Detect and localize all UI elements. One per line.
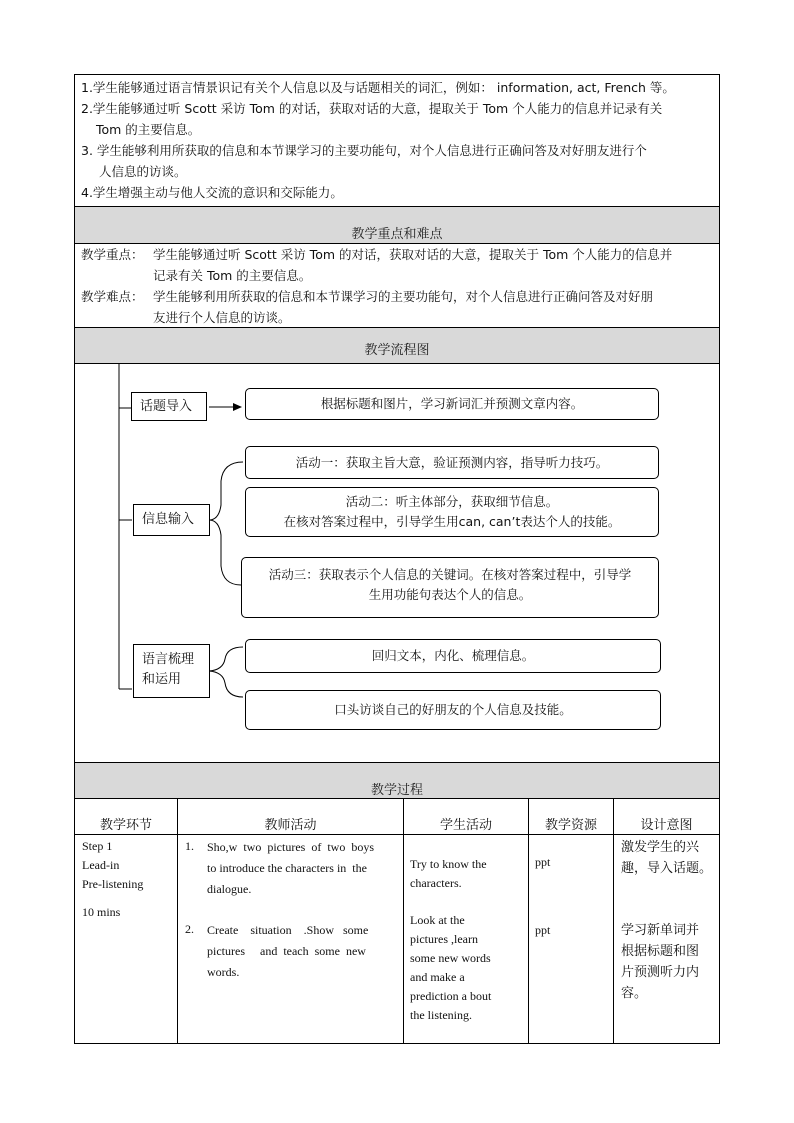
teacher-activity-1-num: 1. bbox=[185, 839, 194, 853]
teacher-activity-2-num: 2. bbox=[185, 922, 194, 936]
stage-3-line1: 语言梳理 bbox=[142, 652, 195, 667]
intent-2: 学习新单词并 根据标题和图 片预测听力内 容。 bbox=[621, 923, 700, 1001]
activity-2-line2: 在核对答案过程中，引导学生用can, can’t表达个人的技能。 bbox=[283, 514, 621, 529]
col-header-stage: 教学环节 bbox=[99, 818, 152, 833]
activity-3-line2: 生用功能句表达个人的信息。 bbox=[368, 587, 532, 602]
teacher-activity-1: Sho,w two pictures of two boys to introduce the characters in the dialogue. bbox=[207, 840, 374, 896]
activity-2-line1: 活动二：听主体部分，获取细节信息。 bbox=[345, 494, 559, 509]
objective-2: 2.学生能够通过听 Scott 采访 Tom 的对话，获取对话的大意，提取关于 Tom 个人能力的信息并记录有关 bbox=[81, 101, 663, 116]
focus-text-cont: 记录有关 Tom 的主要信息。 bbox=[153, 268, 312, 283]
process-title: 教学过程 bbox=[370, 783, 423, 798]
teacher-activity-2: Create situation .Show some pictures and teach some new words. bbox=[207, 923, 369, 979]
objective-1: 1.学生能够通过语言情景识记有关个人信息以及与话题相关的词汇，例如： information, act, French 等。 bbox=[81, 80, 675, 95]
intent-1: 激发学生的兴 趣，导入话题。 bbox=[621, 840, 713, 876]
col-header-teacher: 教师活动 bbox=[264, 818, 317, 833]
activity-2 bbox=[245, 487, 659, 537]
col-header-intent: 设计意图 bbox=[640, 818, 693, 833]
stage-topic-intro: 话题导入 bbox=[131, 392, 207, 421]
stage-3-item-1: 回归文本，内化、梳理信息。 bbox=[245, 639, 661, 673]
activity-1: 活动一：获取主旨大意，验证预测内容，指导听力技巧。 bbox=[245, 446, 659, 479]
resource-1: ppt bbox=[535, 855, 551, 869]
objective-3-cont: 人信息的访谈。 bbox=[99, 164, 187, 179]
resource-2: ppt bbox=[535, 923, 551, 937]
objective-2-cont: Tom 的主要信息。 bbox=[96, 122, 201, 137]
activity-3 bbox=[241, 557, 659, 618]
step-number: Step 1 bbox=[82, 839, 113, 853]
focus-label: 教学重点： bbox=[81, 247, 144, 262]
student-activity-2: Look at the pictures ,learn some new words and make a prediction a bout the listening. bbox=[410, 913, 492, 1022]
stage-3-item-2: 口头访谈自己的好朋友的个人信息及技能。 bbox=[245, 690, 661, 730]
step-duration: 10 mins bbox=[82, 905, 121, 919]
stage-topic-intro-desc: 根据标题和图片，学习新词汇并预测文章内容。 bbox=[245, 388, 659, 420]
lesson-plan-page bbox=[74, 74, 720, 1044]
student-activity-1: Try to know the characters. bbox=[410, 857, 487, 890]
table-row-stage bbox=[82, 837, 143, 894]
col-header-resource: 教学资源 bbox=[544, 818, 597, 833]
step-pre-listening: Pre-listening bbox=[82, 877, 144, 891]
stage-language-practice bbox=[133, 644, 210, 698]
activity-3-line1: 活动三：获取表示个人信息的关键词。在核对答案过程中，引导学 bbox=[268, 567, 632, 582]
col-header-student: 学生活动 bbox=[439, 818, 492, 833]
stage-3-line2: 和运用 bbox=[142, 672, 182, 687]
difficulty-text: 学生能够利用所获取的信息和本节课学习的主要功能句，对个人信息进行正确问答及对好朋 bbox=[153, 289, 654, 304]
flowchart-title: 教学流程图 bbox=[364, 343, 430, 358]
objective-3: 3. 学生能够利用所获取的信息和本节课学习的主要功能句，对个人信息进行正确问答及对好朋友进行个 bbox=[81, 143, 647, 158]
difficulty-label: 教学难点： bbox=[81, 289, 144, 304]
step-lead-in: Lead-in bbox=[82, 858, 120, 872]
stage-info-input: 信息输入 bbox=[133, 504, 210, 536]
difficulty-text-cont: 友进行个人信息的访谈。 bbox=[153, 310, 291, 325]
focus-text: 学生能够通过听 Scott 采访 Tom 的对话，获取对话的大意，提取关于 Tom 个人能力的信息并 bbox=[153, 247, 673, 262]
key-points-title: 教学重点和难点 bbox=[351, 227, 443, 242]
objective-4: 4.学生增强主动与他人交流的意识和交际能力。 bbox=[81, 185, 343, 200]
